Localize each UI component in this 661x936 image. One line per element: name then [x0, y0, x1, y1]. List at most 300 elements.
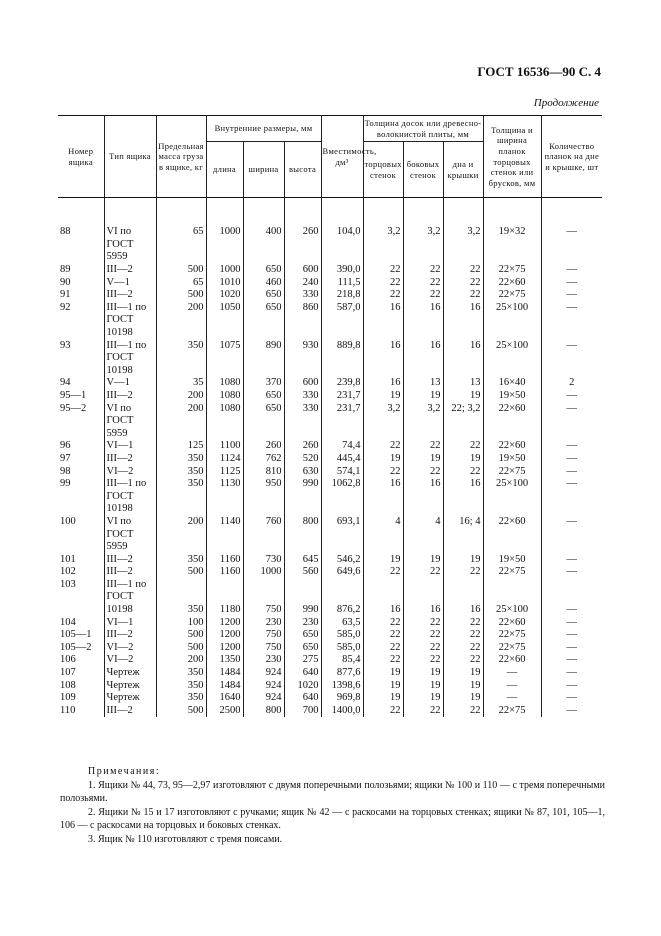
cell-capacity: [321, 503, 363, 516]
cell-bottom-lid: 16: [443, 604, 483, 617]
cell-type: III—2: [104, 554, 156, 567]
cell-quantity: —: [541, 453, 602, 466]
cell-type: VI—1: [104, 440, 156, 453]
cell-length: 1124: [206, 453, 243, 466]
cell-width: 760: [243, 516, 284, 529]
cell-quantity: —: [541, 667, 602, 680]
cell-capacity: 649,6: [321, 566, 363, 579]
table-row: [58, 554, 602, 567]
cell-end-walls: 3,2: [363, 226, 403, 239]
cell-plank: 22×75: [483, 466, 541, 479]
cell-plank: —: [483, 680, 541, 693]
cell-end-walls: 16: [363, 478, 403, 491]
cell-number: 105—2: [58, 642, 104, 655]
cell-number: [58, 314, 104, 327]
cell-mass: 65: [156, 277, 206, 290]
cell-bottom-lid: 16; 4: [443, 516, 483, 529]
table-row: [58, 302, 602, 315]
cell-side-walls: 22: [403, 705, 443, 718]
cell-height: 640: [284, 692, 321, 705]
cell-type: VI по: [104, 226, 156, 239]
cell-capacity: 231,7: [321, 390, 363, 403]
cell-mass: [156, 415, 206, 428]
cell-plank: 22×60: [483, 277, 541, 290]
cell-capacity: 445,4: [321, 453, 363, 466]
cell-width: [243, 529, 284, 542]
cell-quantity: —: [541, 466, 602, 479]
cell-length: [206, 327, 243, 340]
cell-height: 330: [284, 403, 321, 416]
note-item: 1. Ящики № 44, 73, 95—2,97 изготовляют с двумя поперечными полозьями; ящики № 100 и 110 — с тремя поперечными полозьями.: [60, 779, 605, 804]
cell-plank: [483, 428, 541, 441]
header-length: длина: [206, 142, 243, 198]
cell-capacity: 1062,8: [321, 478, 363, 491]
cell-number: 94: [58, 377, 104, 390]
cell-capacity: 876,2: [321, 604, 363, 617]
cell-end-walls: 19: [363, 692, 403, 705]
cell-bottom-lid: [443, 251, 483, 264]
cell-height: [284, 365, 321, 378]
cell-length: 1100: [206, 440, 243, 453]
cell-end-walls: [363, 365, 403, 378]
cell-width: 650: [243, 302, 284, 315]
cell-side-walls: 22: [403, 566, 443, 579]
cell-type: VI—1: [104, 617, 156, 630]
cell-quantity: —: [541, 554, 602, 567]
cell-side-walls: 22: [403, 617, 443, 630]
cell-quantity: —: [541, 516, 602, 529]
table-row: [58, 365, 602, 378]
cell-capacity: [321, 239, 363, 252]
cell-type: III—1 по: [104, 340, 156, 353]
cell-mass: 350: [156, 466, 206, 479]
cell-width: [243, 251, 284, 264]
cell-capacity: [321, 352, 363, 365]
cell-bottom-lid: 3,2: [443, 226, 483, 239]
cell-bottom-lid: 16: [443, 478, 483, 491]
cell-type: 10198: [104, 327, 156, 340]
cell-height: 700: [284, 705, 321, 718]
cell-mass: [156, 352, 206, 365]
cell-number: 98: [58, 466, 104, 479]
cell-width: [243, 352, 284, 365]
cell-mass: 200: [156, 403, 206, 416]
cell-plank: [483, 251, 541, 264]
table-row: [58, 705, 602, 718]
cell-capacity: 587,0: [321, 302, 363, 315]
table-row: [58, 352, 602, 365]
cell-width: 750: [243, 604, 284, 617]
cell-width: [243, 365, 284, 378]
notes-section: [60, 765, 605, 846]
cell-type: III—2: [104, 566, 156, 579]
cell-plank: 22×75: [483, 642, 541, 655]
cell-type: V—1: [104, 277, 156, 290]
cell-number: 96: [58, 440, 104, 453]
cell-width: [243, 415, 284, 428]
cell-plank: —: [483, 692, 541, 705]
cell-plank: [483, 239, 541, 252]
cell-type: VI—2: [104, 466, 156, 479]
cell-mass: [156, 579, 206, 592]
header-bottom-lid: дна и крышки: [443, 142, 483, 198]
cell-bottom-lid: 22: [443, 566, 483, 579]
cell-mass: 350: [156, 680, 206, 693]
cell-capacity: 239,8: [321, 377, 363, 390]
cell-side-walls: 22: [403, 642, 443, 655]
cell-plank: [483, 491, 541, 504]
cell-quantity: [541, 529, 602, 542]
cell-plank: [483, 579, 541, 592]
cell-bottom-lid: 16: [443, 340, 483, 353]
cell-side-walls: 13: [403, 377, 443, 390]
cell-length: 1080: [206, 377, 243, 390]
cell-length: [206, 541, 243, 554]
cell-plank: [483, 541, 541, 554]
cell-type: 10198: [104, 365, 156, 378]
cell-height: [284, 503, 321, 516]
table-row: [58, 428, 602, 441]
cell-type: 5959: [104, 251, 156, 264]
cell-capacity: 390,0: [321, 264, 363, 277]
cell-quantity: —: [541, 604, 602, 617]
cell-length: 1080: [206, 403, 243, 416]
cell-capacity: [321, 491, 363, 504]
cell-plank: [483, 591, 541, 604]
cell-mass: [156, 365, 206, 378]
cell-plank: 22×75: [483, 264, 541, 277]
cell-plank: [483, 327, 541, 340]
cell-height: 650: [284, 629, 321, 642]
cell-length: 1200: [206, 617, 243, 630]
cell-quantity: [541, 251, 602, 264]
cell-number: 91: [58, 289, 104, 302]
cell-end-walls: 22: [363, 642, 403, 655]
cell-width: 650: [243, 403, 284, 416]
cell-type: Чертеж: [104, 692, 156, 705]
cell-side-walls: [403, 365, 443, 378]
cell-end-walls: 22: [363, 289, 403, 302]
cell-side-walls: 19: [403, 692, 443, 705]
cell-capacity: 877,6: [321, 667, 363, 680]
cell-side-walls: 16: [403, 478, 443, 491]
cell-width: [243, 327, 284, 340]
cell-side-walls: 22: [403, 654, 443, 667]
cell-number: [58, 541, 104, 554]
cell-number: [58, 415, 104, 428]
cell-capacity: 585,0: [321, 629, 363, 642]
cell-side-walls: 4: [403, 516, 443, 529]
cell-number: [58, 251, 104, 264]
cell-type: III—2: [104, 289, 156, 302]
cell-quantity: —: [541, 617, 602, 630]
cell-capacity: [321, 251, 363, 264]
cell-height: 930: [284, 340, 321, 353]
cell-end-walls: [363, 579, 403, 592]
cell-quantity: 2: [541, 377, 602, 390]
table-row: [58, 390, 602, 403]
cell-capacity: [321, 327, 363, 340]
cell-bottom-lid: [443, 591, 483, 604]
cell-width: 370: [243, 377, 284, 390]
cell-end-walls: 16: [363, 302, 403, 315]
cell-quantity: —: [541, 302, 602, 315]
cell-bottom-lid: 19: [443, 692, 483, 705]
cell-mass: 350: [156, 453, 206, 466]
cell-side-walls: 22: [403, 289, 443, 302]
cell-mass: 500: [156, 289, 206, 302]
cell-length: 1000: [206, 264, 243, 277]
cell-plank: [483, 529, 541, 542]
note-item: 3. Ящик № 110 изготовляют с тремя поясами.: [88, 833, 283, 845]
cell-mass: 200: [156, 654, 206, 667]
cell-type: ГОСТ: [104, 591, 156, 604]
cell-end-walls: [363, 503, 403, 516]
cell-height: [284, 352, 321, 365]
cell-end-walls: [363, 314, 403, 327]
cell-bottom-lid: [443, 352, 483, 365]
cell-end-walls: 4: [363, 516, 403, 529]
cell-bottom-lid: 19: [443, 554, 483, 567]
cell-bottom-lid: 22: [443, 629, 483, 642]
cell-side-walls: 16: [403, 604, 443, 617]
cell-end-walls: 22: [363, 654, 403, 667]
cell-bottom-lid: [443, 327, 483, 340]
cell-side-walls: 3,2: [403, 226, 443, 239]
cell-height: 860: [284, 302, 321, 315]
cell-mass: 65: [156, 226, 206, 239]
cell-length: 1000: [206, 226, 243, 239]
cell-end-walls: [363, 428, 403, 441]
header-type: Тип ящика: [104, 116, 156, 198]
cell-quantity: [541, 314, 602, 327]
table-body: [58, 198, 602, 718]
cell-capacity: 231,7: [321, 403, 363, 416]
cell-width: 460: [243, 277, 284, 290]
cell-mass: [156, 327, 206, 340]
header-width: ширина: [243, 142, 284, 198]
cell-plank: 22×75: [483, 705, 541, 718]
cell-quantity: —: [541, 566, 602, 579]
cell-length: 1050: [206, 302, 243, 315]
cell-number: 90: [58, 277, 104, 290]
cell-plank: 22×60: [483, 440, 541, 453]
cell-capacity: 218,8: [321, 289, 363, 302]
cell-length: [206, 352, 243, 365]
cell-width: 400: [243, 226, 284, 239]
table-row: [58, 579, 602, 592]
cell-length: 1010: [206, 277, 243, 290]
table-row: [58, 491, 602, 504]
cell-plank: 22×60: [483, 654, 541, 667]
cell-width: 750: [243, 642, 284, 655]
cell-mass: [156, 251, 206, 264]
cell-width: 1000: [243, 566, 284, 579]
cell-end-walls: 22: [363, 705, 403, 718]
cell-number: 93: [58, 340, 104, 353]
cell-end-walls: [363, 541, 403, 554]
cell-mass: 350: [156, 604, 206, 617]
cell-height: [284, 239, 321, 252]
cell-height: 990: [284, 604, 321, 617]
cell-plank: [483, 503, 541, 516]
cell-quantity: [541, 428, 602, 441]
cell-end-walls: 22: [363, 466, 403, 479]
cell-number: [58, 365, 104, 378]
table-spacer-row: [58, 198, 602, 227]
cell-width: 924: [243, 680, 284, 693]
cell-bottom-lid: [443, 428, 483, 441]
cell-plank: 25×100: [483, 604, 541, 617]
table-row: [58, 629, 602, 642]
cell-width: 650: [243, 289, 284, 302]
cell-mass: 350: [156, 478, 206, 491]
cell-width: [243, 239, 284, 252]
cell-plank: 22×60: [483, 516, 541, 529]
cell-plank: 22×75: [483, 629, 541, 642]
cell-number: 97: [58, 453, 104, 466]
cell-width: 230: [243, 617, 284, 630]
cell-number: [58, 503, 104, 516]
cell-side-walls: 22: [403, 277, 443, 290]
cell-length: [206, 503, 243, 516]
cell-mass: [156, 491, 206, 504]
cell-quantity: [541, 491, 602, 504]
cell-quantity: [541, 579, 602, 592]
cell-type: III—2: [104, 264, 156, 277]
cell-mass: 125: [156, 440, 206, 453]
cell-number: [58, 352, 104, 365]
cell-length: 1484: [206, 667, 243, 680]
cell-height: 800: [284, 516, 321, 529]
cell-bottom-lid: 22: [443, 289, 483, 302]
cell-number: 100: [58, 516, 104, 529]
cell-end-walls: [363, 251, 403, 264]
cell-mass: 200: [156, 302, 206, 315]
cell-capacity: 969,8: [321, 692, 363, 705]
cell-type: ГОСТ: [104, 352, 156, 365]
cell-capacity: [321, 365, 363, 378]
cell-side-walls: [403, 541, 443, 554]
table-row: [58, 541, 602, 554]
cell-side-walls: [403, 428, 443, 441]
cell-bottom-lid: [443, 541, 483, 554]
cell-end-walls: 22: [363, 264, 403, 277]
cell-height: 240: [284, 277, 321, 290]
table-row: [58, 440, 602, 453]
cell-height: 645: [284, 554, 321, 567]
cell-quantity: —: [541, 680, 602, 693]
cell-width: 950: [243, 478, 284, 491]
cell-capacity: 85,4: [321, 654, 363, 667]
cell-number: 95—1: [58, 390, 104, 403]
cell-side-walls: [403, 591, 443, 604]
cell-type: Чертеж: [104, 667, 156, 680]
cell-length: 1484: [206, 680, 243, 693]
cell-quantity: [541, 503, 602, 516]
cell-quantity: —: [541, 642, 602, 655]
cell-type: 5959: [104, 428, 156, 441]
cell-quantity: —: [541, 654, 602, 667]
cell-length: [206, 314, 243, 327]
table-row: [58, 642, 602, 655]
cell-width: [243, 491, 284, 504]
cell-height: 990: [284, 478, 321, 491]
table-row: [58, 277, 602, 290]
cell-width: 800: [243, 705, 284, 718]
cell-mass: 350: [156, 554, 206, 567]
cell-plank: 22×75: [483, 289, 541, 302]
cell-plank: 22×75: [483, 566, 541, 579]
cell-number: 102: [58, 566, 104, 579]
cell-end-walls: [363, 327, 403, 340]
cell-mass: 350: [156, 340, 206, 353]
cell-length: 1020: [206, 289, 243, 302]
cell-type: ГОСТ: [104, 415, 156, 428]
cell-mass: 350: [156, 667, 206, 680]
cell-bottom-lid: [443, 314, 483, 327]
note-item: 2. Ящики № 15 и 17 изготовляют с ручками; ящик № 42 — с раскосами на торцовых стенках; ящики № 87, 101, 105—1, 106 — с раскосами на торцовых и боковых стенках.: [60, 806, 605, 831]
cell-height: [284, 591, 321, 604]
cell-quantity: —: [541, 289, 602, 302]
cell-height: 640: [284, 667, 321, 680]
cell-end-walls: [363, 352, 403, 365]
cell-length: 1125: [206, 466, 243, 479]
cell-bottom-lid: 19: [443, 390, 483, 403]
cell-length: 1075: [206, 340, 243, 353]
cell-length: [206, 251, 243, 264]
table-row: [58, 591, 602, 604]
cell-mass: 500: [156, 629, 206, 642]
cell-type: III—1 по: [104, 478, 156, 491]
cell-side-walls: 3,2: [403, 403, 443, 416]
cell-height: [284, 579, 321, 592]
header-side-walls: боковых стенок: [403, 142, 443, 198]
table-row: [58, 503, 602, 516]
cell-end-walls: 16: [363, 340, 403, 353]
cell-mass: 200: [156, 390, 206, 403]
cell-length: [206, 529, 243, 542]
cell-side-walls: [403, 491, 443, 504]
cell-capacity: 546,2: [321, 554, 363, 567]
cell-bottom-lid: [443, 529, 483, 542]
cell-mass: 350: [156, 692, 206, 705]
cell-width: 260: [243, 440, 284, 453]
cell-quantity: [541, 415, 602, 428]
cell-quantity: —: [541, 403, 602, 416]
cell-length: [206, 239, 243, 252]
cell-mass: [156, 541, 206, 554]
cell-side-walls: 16: [403, 340, 443, 353]
cell-side-walls: [403, 415, 443, 428]
cell-width: 924: [243, 692, 284, 705]
cell-end-walls: 19: [363, 453, 403, 466]
cell-number: 89: [58, 264, 104, 277]
cell-bottom-lid: 22: [443, 617, 483, 630]
table-row: [58, 680, 602, 693]
cell-quantity: [541, 541, 602, 554]
cell-height: 1020: [284, 680, 321, 693]
cell-bottom-lid: 22: [443, 654, 483, 667]
cell-width: [243, 579, 284, 592]
cell-plank: 22×60: [483, 617, 541, 630]
cell-plank: [483, 365, 541, 378]
cell-type: III—2: [104, 390, 156, 403]
cell-height: 230: [284, 617, 321, 630]
cell-type: ГОСТ: [104, 529, 156, 542]
cell-capacity: 63,5: [321, 617, 363, 630]
cell-length: [206, 365, 243, 378]
